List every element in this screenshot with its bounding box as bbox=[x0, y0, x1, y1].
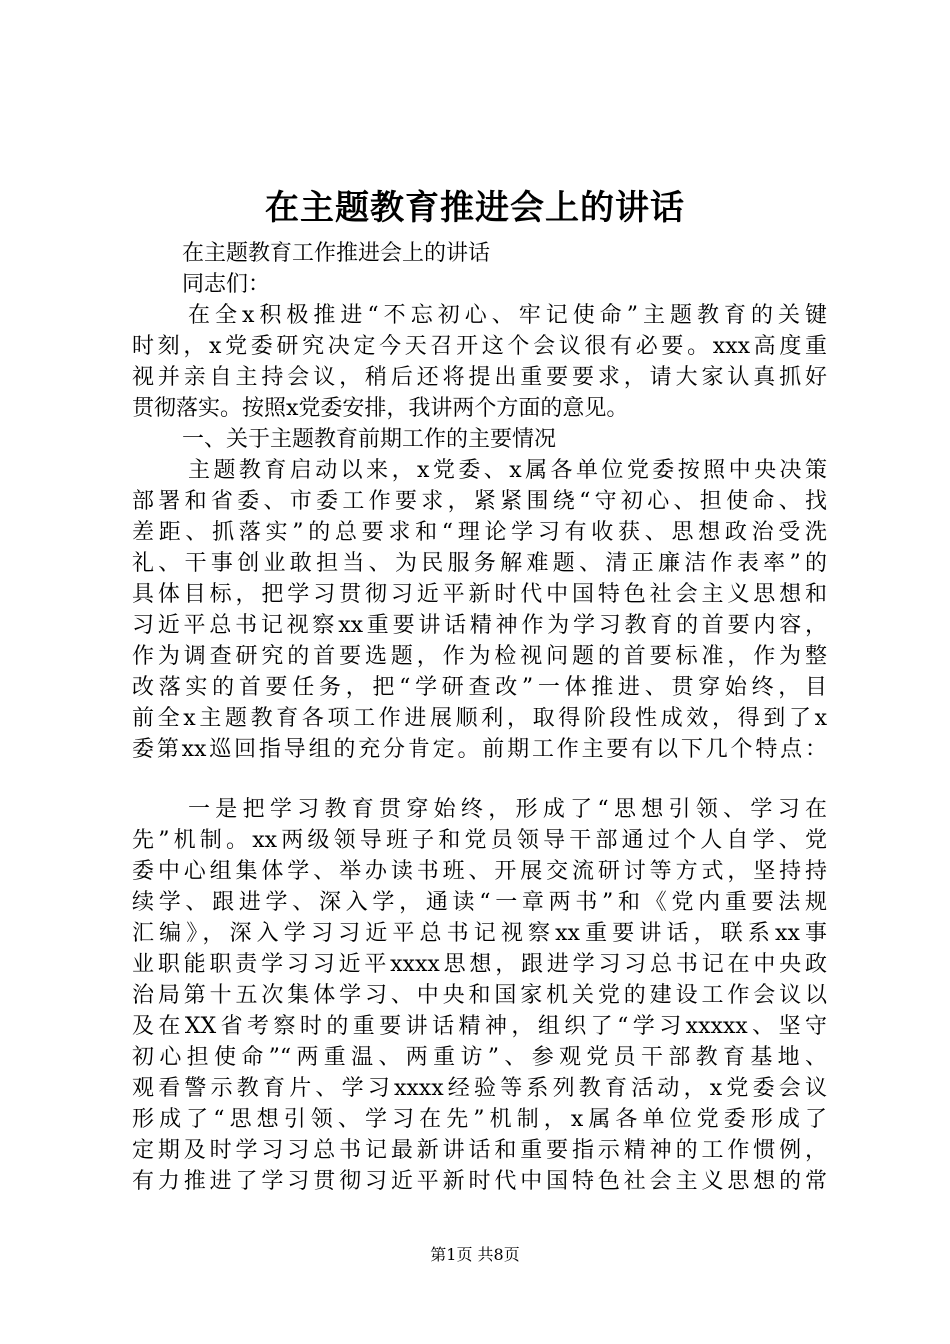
text-line: 治局第十五次集体学习、中央和国家机关党的建设工作会议以 bbox=[132, 983, 827, 1008]
text-line: 视并亲自主持会议，稍后还将提出重要要求，请大家认真抓好 bbox=[132, 365, 827, 390]
text-line: 初心担使命”“两重温、两重访”、参观党员干部教育基地、 bbox=[132, 1045, 827, 1070]
text-line: 委中心组集体学、举办读书班、开展交流研讨等方式，坚持持 bbox=[132, 859, 827, 884]
page-footer: 第1页 共8页 bbox=[430, 1245, 520, 1264]
text-line: 定期及时学习习总书记最新讲话和重要指示精神的工作惯例， bbox=[132, 1138, 827, 1163]
text-line: 同志们： bbox=[182, 272, 271, 297]
text-line: 在全x积极推进“不忘初心、牢记使命”主题教育的关键 bbox=[188, 303, 827, 328]
text-line: 改落实的首要任务，把“学研查改”一体推进、贯穿始终，目 bbox=[132, 675, 827, 700]
text-line: 汇编》，深入学习习近平总书记视察xx重要讲话，联系xx事 bbox=[132, 921, 827, 946]
text-line: 形成了“思想引领、学习在先”机制，x属各单位党委形成了 bbox=[132, 1107, 827, 1132]
document-title: 在主题教育推进会上的讲话 bbox=[265, 188, 685, 228]
text-line: 习近平总书记视察xx重要讲话精神作为学习教育的首要内容， bbox=[132, 613, 827, 638]
text-line: 贯彻落实。按照x党委安排，我讲两个方面的意见。 bbox=[132, 396, 629, 421]
text-line: 先”机制。xx两级领导班子和党员领导干部通过个人自学、党 bbox=[132, 828, 827, 853]
text-line: 续学、跟进学、深入学，通读“一章两书”和《党内重要法规 bbox=[132, 890, 827, 915]
text-line: 差距、抓落实”的总要求和“理论学习有收获、思想政治受洗 bbox=[132, 520, 827, 545]
text-line: 有力推进了学习贯彻习近平新时代中国特色社会主义思想的常 bbox=[132, 1169, 827, 1194]
document-body bbox=[132, 238, 827, 1197]
text-line: 在主题教育工作推进会上的讲话 bbox=[182, 241, 491, 266]
text-line: 部署和省委、市委工作要求，紧紧围绕“守初心、担使命、找 bbox=[132, 489, 827, 514]
text-line: 一、关于主题教育前期工作的主要情况 bbox=[182, 427, 557, 452]
text-line: 业职能职责学习习近平xxxx思想，跟进学习习总书记在中央政 bbox=[132, 952, 827, 977]
text-line: 礼、干事创业敢担当、为民服务解难题、清正廉洁作表率”的 bbox=[132, 551, 827, 576]
text-line: 观看警示教育片、学习xxxx经验等系列教育活动，x党委会议 bbox=[132, 1076, 827, 1101]
text-line: 具体目标，把学习贯彻习近平新时代中国特色社会主义思想和 bbox=[132, 582, 827, 607]
text-line: 及在XX省考察时的重要讲话精神，组织了“学习xxxxx、坚守 bbox=[132, 1014, 827, 1039]
paragraph-gap bbox=[132, 765, 827, 794]
text-line: 委第xx巡回指导组的充分肯定。前期工作主要有以下几个特点： bbox=[132, 737, 827, 762]
text-line: 作为调查研究的首要选题，作为检视问题的首要标准，作为整 bbox=[132, 644, 827, 669]
text-line: 前全x主题教育各项工作进展顺利，取得阶段性成效，得到了x bbox=[132, 706, 827, 731]
text-line: 时刻，x党委研究决定今天召开这个会议很有必要。xxx高度重 bbox=[132, 334, 827, 359]
text-line: 一是把学习教育贯穿始终，形成了“思想引领、学习在 bbox=[188, 797, 827, 822]
text-line: 主题教育启动以来，x党委、x属各单位党委按照中央决策 bbox=[188, 458, 827, 483]
